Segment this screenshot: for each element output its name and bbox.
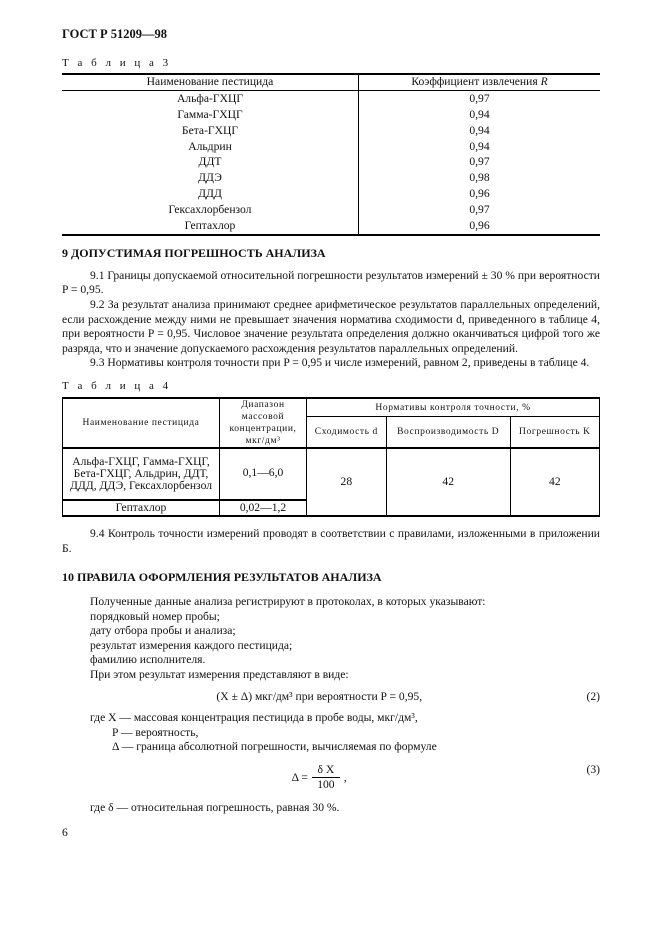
table3-caption: Т а б л и ц а 3 xyxy=(62,56,172,69)
table4-row2-name: Гептахлор xyxy=(63,500,220,517)
section10-list xyxy=(62,595,600,683)
line: дату отбора пробы и анализа; xyxy=(90,624,236,638)
fraction xyxy=(312,763,340,793)
formula3-tail: , xyxy=(343,770,347,784)
pesticide-name: ДДТ xyxy=(62,155,359,171)
line: P — вероятность, xyxy=(112,725,199,739)
table4-col-K: Погрешность K xyxy=(510,417,599,448)
line: результат измерения каждого пестицида; xyxy=(90,638,293,652)
recovery-coefficient: 0,94 xyxy=(469,107,490,121)
pesticide-name: Альфа-ГХЦГ xyxy=(62,91,359,107)
table-row xyxy=(62,123,600,139)
table-row xyxy=(62,107,600,123)
formula3-expression xyxy=(62,763,576,793)
page-number: 6 xyxy=(62,825,68,839)
table4-row1-range: 0,1—6,0 xyxy=(220,448,307,500)
formula3-lhs: Δ = xyxy=(291,770,308,784)
recovery-coefficient: 0,94 xyxy=(469,139,490,153)
pesticide-name: ДДЭ xyxy=(62,171,359,187)
recovery-coefficient: 0,98 xyxy=(469,171,490,185)
table4-caption: Т а б л и ц а 4 xyxy=(62,379,172,392)
line: При этом результат измерения представляют в виде: xyxy=(90,667,349,681)
line: фамилию исполнителя. xyxy=(90,653,206,667)
section9-title: 9 ДОПУСТИМАЯ ПОГРЕШНОСТЬ АНАЛИЗА xyxy=(62,246,326,261)
table3-col1: Наименование пестицида xyxy=(62,74,359,91)
table4-col-D: Воспроизводимость D xyxy=(386,417,510,448)
table-row xyxy=(62,91,600,107)
table4-col-name: Наименование пестицида xyxy=(63,398,220,448)
denominator: 100 xyxy=(317,778,335,792)
table-row xyxy=(62,202,600,218)
section9-body xyxy=(62,269,600,371)
table4-col-d: Сходимость d xyxy=(307,417,387,448)
table4-K: 42 xyxy=(510,448,599,517)
formula2-text: (X ± Δ) мкг/дм³ при вероятности P = 0,95, xyxy=(216,690,423,704)
table3 xyxy=(62,73,600,236)
table-row xyxy=(62,155,600,171)
table-row xyxy=(62,187,600,203)
where-list xyxy=(62,711,600,755)
formula3-number: (3) xyxy=(586,762,600,776)
delta-def: где δ — относительная погрешность, равная 30 %. xyxy=(90,801,340,815)
para-9-1: 9.1 Границы допускаемой относительной погрешности результатов измерений ± 30 % при вероятности P = 0,95. xyxy=(62,268,600,297)
table4-D: 42 xyxy=(386,448,510,517)
table4-d: 28 xyxy=(307,448,387,517)
line: порядковый номер пробы; xyxy=(90,609,220,623)
numerator: δ X xyxy=(312,763,340,779)
section10-title: 10 ПРАВИЛА ОФОРМЛЕНИЯ РЕЗУЛЬТАТОВ АНАЛИЗА xyxy=(62,570,382,585)
table4 xyxy=(62,397,600,518)
table-row xyxy=(62,171,600,187)
document-header: ГОСТ Р 51209—98 xyxy=(62,27,168,41)
pesticide-name: Гамма-ГХЦГ xyxy=(62,107,359,123)
table4-col-group: Нормативы контроля точности, % xyxy=(307,398,600,417)
pesticide-name: Гептахлор xyxy=(62,218,359,235)
formula-2 xyxy=(62,690,600,705)
line: Δ — граница абсолютной погрешности, вычисляемая по формуле xyxy=(112,740,437,754)
line: где X — массовая концентрация пестицида в пробе воды, мкг/дм³, xyxy=(90,711,418,725)
recovery-coefficient: 0,97 xyxy=(469,91,490,105)
recovery-coefficient: 0,96 xyxy=(469,218,490,232)
pesticide-name: Гексахлорбензол xyxy=(62,202,359,218)
table3-col2: Коэффициент извлечения R xyxy=(359,74,601,91)
table-row xyxy=(62,139,600,155)
table-row xyxy=(62,218,600,235)
pesticide-name: ДДД xyxy=(62,187,359,203)
formula-3 xyxy=(62,763,600,793)
pesticide-name: Бета-ГХЦГ xyxy=(62,123,359,139)
recovery-coefficient: 0,97 xyxy=(469,155,490,169)
formula2-number: (2) xyxy=(586,690,600,704)
line: Полученные данные анализа регистрируют в протоколах, в которых указывают: xyxy=(90,594,486,608)
para-9-2: 9.2 За результат анализа принимают среднее арифметическое результатов параллельных определений, если расхождение между ними не превышает значения норматива сходимости d, приведенного в таблице 4, при вероятности P = 0,95. Числовое значение результата определения должно оканчиваться цифрой того же разряда, что и значение допускаемого расхождения результатов параллельных определений. xyxy=(62,297,600,355)
para-9-4: 9.4 Контроль точности измерений проводят в соответствии с правилами, изложенными в приложении Б. xyxy=(62,527,600,555)
pesticide-name: Альдрин xyxy=(62,139,359,155)
para-9-3: 9.3 Нормативы контроля точности при P = 0,95 и числе измерений, равном 2, приведены в таблице 4. xyxy=(90,356,590,370)
recovery-coefficient: 0,94 xyxy=(469,123,490,137)
table4-row2-range: 0,02—1,2 xyxy=(220,500,307,517)
table4-col-range: Диапазон массовой концентрации, мкг/дм³ xyxy=(220,398,307,448)
recovery-coefficient: 0,97 xyxy=(469,203,490,217)
table4-row1-name: Альфа-ГХЦГ, Гамма-ГХЦГ, Бета-ГХЦГ, Альдрин, ДДТ, ДДД, ДДЭ, Гексахлорбензол xyxy=(63,448,220,500)
recovery-coefficient: 0,96 xyxy=(469,187,490,201)
